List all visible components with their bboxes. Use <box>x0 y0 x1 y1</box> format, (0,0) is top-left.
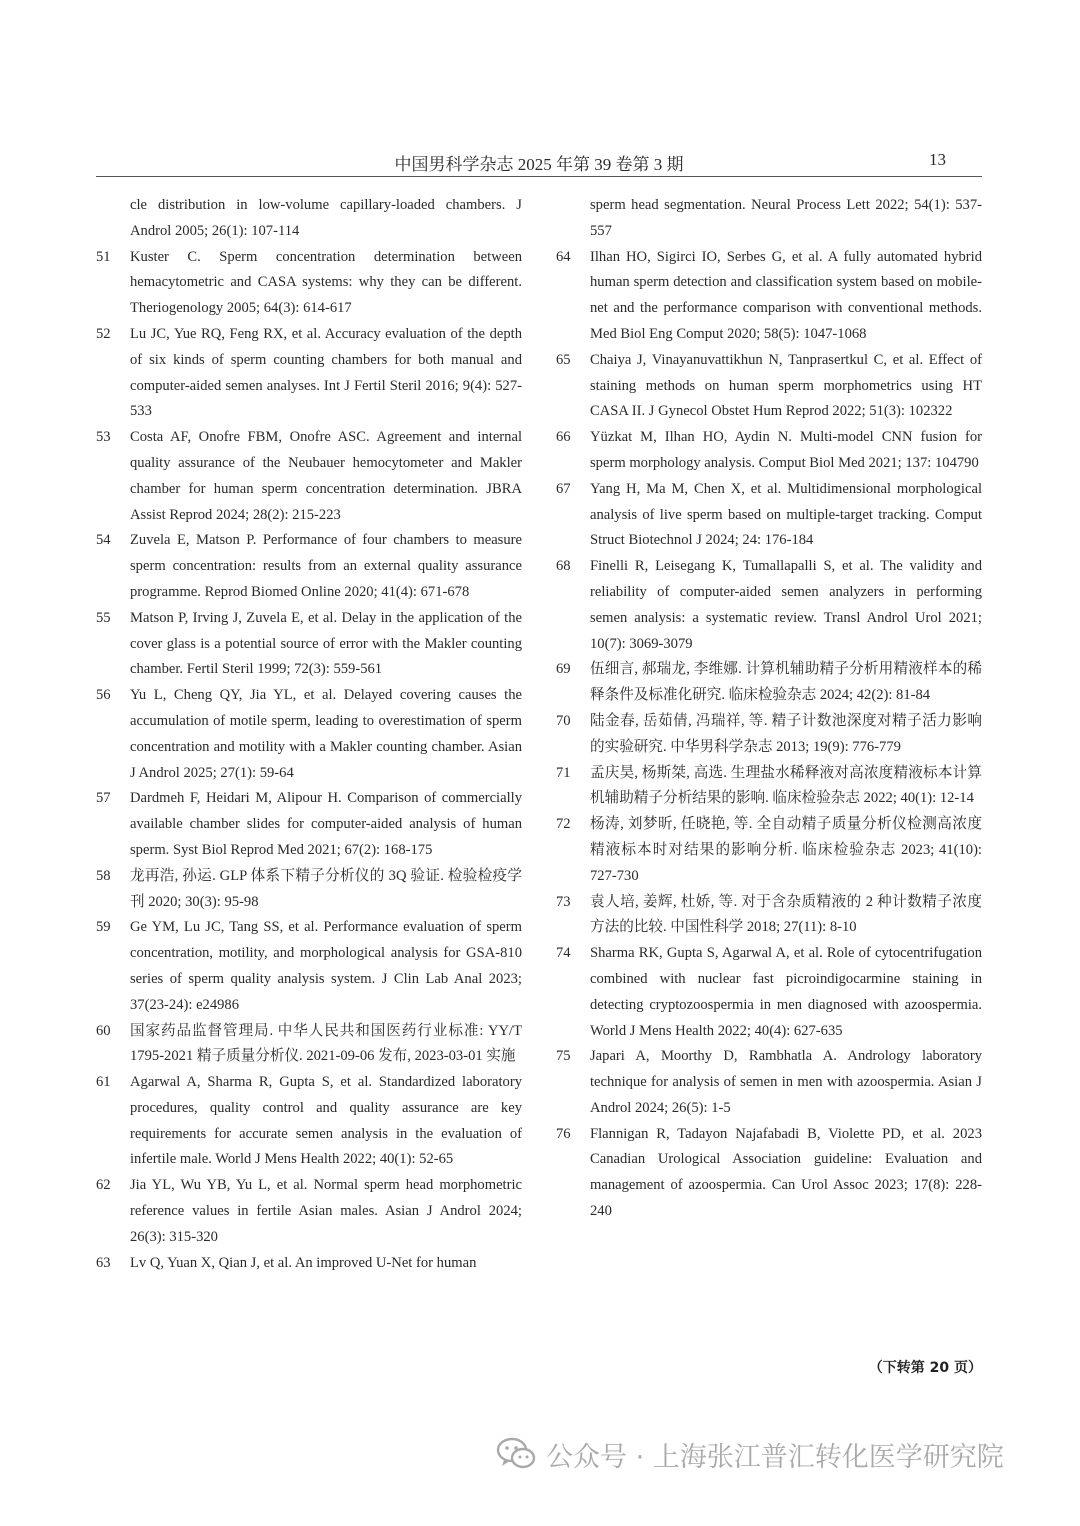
reference-text: 龙再浩, 孙运. GLP 体系下精子分析仪的 3Q 验证. 检验检疫学刊 2020; 30(3): 95-98 <box>130 867 522 910</box>
reference-text: 孟庆昊, 杨斯桀, 高选. 生理盐水稀释液对高浓度精液标本计算机辅助精子分析结果的影响. 临床检验杂志 2022; 40(1): 12-14 <box>590 764 982 807</box>
reference-text: 陆金春, 岳茹倩, 冯瑞祥, 等. 精子计数池深度对精子活力影响的实验研究. 中华男科学杂志 2013; 19(9): 776-779 <box>590 712 982 755</box>
reference-item <box>556 1122 982 1225</box>
reference-text: 杨涛, 刘梦昕, 任晓艳, 等. 全自动精子质量分析仪检测高浓度精液标本时对结果的影响分析. 临床检验杂志 2023; 41(10): 727-730 <box>590 816 982 884</box>
watermark-text: 公众号 · 上海张江普汇转化医学研究院 <box>546 1441 1004 1473</box>
reference-item <box>556 709 982 761</box>
reference-item <box>556 193 982 245</box>
reference-number: 68 <box>556 558 571 575</box>
header-rule <box>96 176 982 177</box>
reference-number: 53 <box>96 429 111 446</box>
reference-number: 73 <box>556 893 571 910</box>
reference-text: Sharma RK, Gupta S, Agarwal A, et al. Role of cytocentrifugation combined with nuclear fast picroindigocarmine staining in detecting cryptozoospermia in men diagnosed with azoospermia. World J Mens Health 2022; 40(4): 627-635 <box>590 945 982 1039</box>
reference-text: Yüzkat M, Ilhan HO, Aydin N. Multi-model CNN fusion for sperm morphology analysis. Comput Biol Med 2021; 137: 104790 <box>590 429 982 471</box>
reference-number: 62 <box>96 1177 111 1194</box>
reference-text: Ge YM, Lu JC, Tang SS, et al. Performance evaluation of sperm concentration, motility, and morphological analysis for GSA-810 series of sperm quality analysis system. J Clin Lab Anal 2023; 37(23-24): e24986 <box>130 919 522 1013</box>
reference-item <box>556 657 982 709</box>
reference-number: 56 <box>96 687 111 704</box>
reference-text: Chaiya J, Vinayanuvattikhun N, Tanprasertkul C, et al. Effect of staining methods on human sperm morphometrics using HT CASA II. J Gynecol Obstet Hum Reprod 2022; 51(3): 102322 <box>590 351 982 420</box>
reference-item <box>96 322 522 425</box>
reference-item <box>96 528 522 605</box>
reference-item <box>556 761 982 813</box>
page-number: 13 <box>929 150 946 169</box>
wechat-icon <box>496 1436 536 1472</box>
reference-text: Jia YL, Wu YB, Yu L, et al. Normal sperm head morphometric reference values in fertile Asian males. Asian J Androl 2024; 26(3): 315-320 <box>130 1177 522 1245</box>
reference-text: Yu L, Cheng QY, Jia YL, et al. Delayed covering causes the accumulation of motile sperm, leading to overestimation of sperm concentration and motility with a Makler counting chamber. Asian J Androl 2025; 27(1): 59-64 <box>130 687 522 781</box>
reference-item <box>556 554 982 657</box>
reference-text: Finelli R, Leisegang K, Tumallapalli S, et al. The validity and reliability of computer-aided semen analyzers in performing semen analysis: a systematic review. Transl Androl Urol 2021; 10(7): 3069-3079 <box>590 558 982 652</box>
reference-number: 63 <box>96 1254 111 1271</box>
reference-number: 66 <box>556 429 571 446</box>
reference-item <box>96 1173 522 1250</box>
reference-number: 61 <box>96 1074 111 1091</box>
reference-text: Zuvela E, Matson P. Performance of four chambers to measure sperm concentration: results from an external quality assurance programme. Reprod Biomed Online 2020; 41(4): 671-678 <box>130 532 522 600</box>
reference-number: 69 <box>556 661 571 678</box>
reference-text: Dardmeh F, Heidari M, Alipour H. Comparison of commercially available chamber slides for computer-aided analysis of human sperm. Syst Biol Reprod Med 2021; 67(2): 168-175 <box>130 790 522 858</box>
reference-item <box>556 1044 982 1121</box>
reference-number: 55 <box>96 609 111 626</box>
reference-item <box>556 890 982 942</box>
reference-number: 75 <box>556 1048 571 1065</box>
reference-item <box>96 425 522 528</box>
reference-text: Yang H, Ma M, Chen X, et al. Multidimensional morphological analysis of live sperm based on multiple-target tracking. Comput Struct Biotechnol J 2024; 24: 176-184 <box>590 480 982 549</box>
reference-text: Agarwal A, Sharma R, Gupta S, et al. Standardized laboratory procedures, quality control and quality assurance are key requirements for accurate semen analysis in the evaluation of infertile male. World J Mens Health 2022; 40(1): 52-65 <box>130 1074 522 1168</box>
reference-item <box>556 348 982 425</box>
running-header <box>96 150 982 172</box>
reference-text: 国家药品监督管理局. 中华人民共和国医药行业标准: YY/T 1795-2021 精子质量分析仪. 2021-09-06 发布, 2023-03-01 实施 <box>130 1022 522 1065</box>
reference-item <box>556 425 982 477</box>
reference-text: Ilhan HO, Sigirci IO, Serbes G, et al. A fully automated hybrid human sperm detection and classification system based on mobile-net and the performance comparison with conventional methods. Med Biol Eng Comput 2020; 58(5): 1047-1068 <box>590 248 982 342</box>
reference-item <box>556 245 982 348</box>
reference-text: Lv Q, Yuan X, Qian J, et al. An improved U-Net for human <box>130 1254 477 1271</box>
continued-note: （下转第 20 页） <box>868 1360 982 1376</box>
reference-number: 71 <box>556 764 571 781</box>
watermark <box>496 1434 1004 1474</box>
reference-number: 67 <box>556 480 571 497</box>
reference-item <box>96 683 522 786</box>
reference-item <box>96 193 522 245</box>
reference-text: Matson P, Irving J, Zuvela E, et al. Delay in the application of the cover glass is a potential source of error with the Makler counting chamber. Fertil Steril 1999; 72(3): 559-561 <box>130 609 522 678</box>
reference-item <box>96 606 522 683</box>
reference-item <box>96 915 522 1018</box>
reference-number: 59 <box>96 919 111 936</box>
reference-item <box>96 1251 522 1277</box>
reference-text: 伍细言, 郝瑞龙, 李维娜. 计算机辅助精子分析用精液样本的稀释条件及标准化研究. 临床检验杂志 2024; 42(2): 81-84 <box>590 661 982 704</box>
reference-number: 76 <box>556 1125 571 1142</box>
reference-number: 52 <box>96 325 111 342</box>
reference-number: 54 <box>96 532 111 549</box>
reference-number: 64 <box>556 248 571 265</box>
reference-number: 74 <box>556 945 571 962</box>
reference-item <box>556 941 982 1044</box>
journal-title: 中国男科学杂志 2025 年第 39 卷第 3 期 <box>394 155 684 174</box>
reference-text: cle distribution in low-volume capillary-loaded chambers. J Androl 2005; 26(1): 107-114 <box>130 197 522 239</box>
reference-column-right <box>556 193 982 1225</box>
reference-text: Japari A, Moorthy D, Rambhatla A. Andrology laboratory technique for analysis of semen in men with azoospermia. Asian J Androl 2024; 26(5): 1-5 <box>590 1048 982 1116</box>
reference-text: Kuster C. Sperm concentration determination between hemacytometric and CASA systems: why they can be different. Theriogenology 2005; 64(3): 614-617 <box>130 248 522 317</box>
reference-item <box>96 1019 522 1071</box>
reference-text: sperm head segmentation. Neural Process Lett 2022; 54(1): 537-557 <box>590 197 982 239</box>
reference-item <box>96 864 522 916</box>
reference-item <box>96 1070 522 1173</box>
reference-column-left <box>96 193 522 1276</box>
reference-number: 72 <box>556 816 571 833</box>
reference-item <box>96 245 522 322</box>
reference-number: 65 <box>556 351 571 368</box>
reference-text: 袁人培, 姜辉, 杜娇, 等. 对于含杂质精液的 2 种计数精子浓度方法的比较. 中国性科学 2018; 27(11): 8-10 <box>590 893 982 936</box>
reference-number: 58 <box>96 867 111 884</box>
reference-text: Lu JC, Yue RQ, Feng RX, et al. Accuracy evaluation of the depth of six kinds of sperm counting chambers for both manual and computer-aided semen analyses. Int J Fertil Steril 2016; 9(4): 527-533 <box>130 325 522 420</box>
reference-item <box>556 812 982 889</box>
reference-number: 70 <box>556 712 571 729</box>
reference-text: Flannigan R, Tadayon Najafabadi B, Violette PD, et al. 2023 Canadian Urological Association guideline: Evaluation and management of azoospermia. Can Urol Assoc 2023; 17(8): 228-240 <box>590 1125 982 1220</box>
reference-text: Costa AF, Onofre FBM, Onofre ASC. Agreement and internal quality assurance of the Neubauer hemocytometer and Makler chamber for human sperm concentration determination. JBRA Assist Reprod 2024; 28(2): 215-223 <box>130 429 522 523</box>
reference-number: 51 <box>96 248 111 265</box>
reference-number: 60 <box>96 1022 111 1039</box>
reference-item <box>556 477 982 554</box>
reference-item <box>96 786 522 863</box>
reference-number: 57 <box>96 790 111 807</box>
